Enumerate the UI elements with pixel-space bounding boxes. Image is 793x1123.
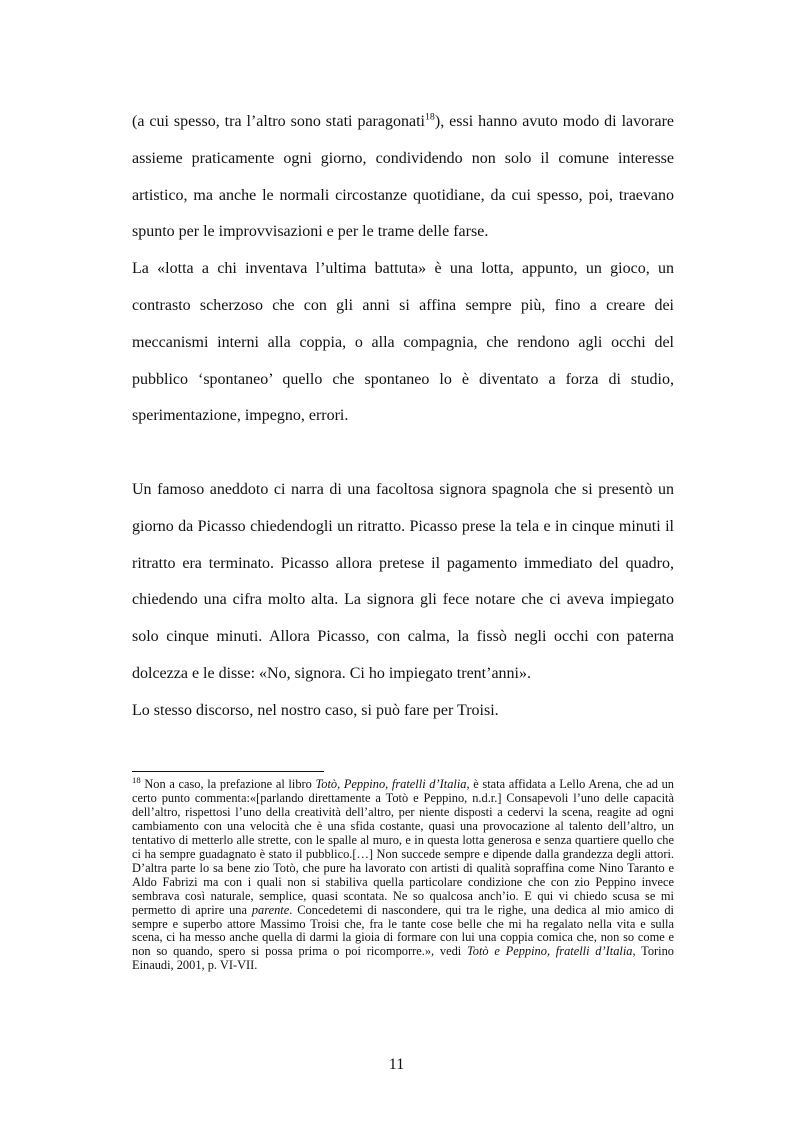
- paragraph-3: Un famoso aneddoto ci narra di una facoltosa signora spagnola che si presentò un giorno da Picasso chiedendogli un ritratto. Picasso prese la tela e in cinque minuti il ritratto era terminato. Picasso allora pretese il pagamento immediato del quadro, chiedendo una cifra molto alta. La signora gli fece notare che ci aveva impiegato solo cinque minuti. Allora Picasso, con calma, la fissò negli occhi con paterna dolcezza e le disse: «No, signora. Ci ho impiegato trent’anni».: [132, 481, 674, 682]
- book-title: Totò, Peppino, fratelli d’Italia: [315, 777, 467, 791]
- body-text-lower: [132, 472, 674, 730]
- footnote-18: $^{18}$ Non a caso, la prefazione al libro Totò, Peppino, fratelli d’Italia, è stata affidata a Lello Arena, che ad un certo punto commenta:«[parlando direttamente a Totò e Peppino, n.d.r.] Consapevoli l’uno delle capacità dell’altro, rispettosi l’uno della creatività dell’altro, per niente disposti a cedervi la scena, reagite ad ogni cambiamento con una velocità che è una sfida costante, quasi una provocazione al talento dell’altro, un tentativo di metterlo alle strette, con le spalle al muro, e in questa lotta generosa e senza quartiere quello che ci ha sempre guadagnato è stato il pubblico.[…] Non succede sempre e dipende dalla grandezza degli attori. D’altra parte lo sa bene zio Totò, che pure ha lavorato con artisti di qualità sopraffina come Nino Taranto e Aldo Fabrizi ma con i quali non si stabiliva quella particolare condizione che con zio Peppino invece sembrava così naturale, semplice, quasi scontata. Ne so qualcosa anch’io. E qui vi chiedo scusa se mi permetto di aprire una parente. Concedetemi di nascondere, qui tra le righe, una dedica al mio amico di sempre e superbo attore Massimo Troisi che, fra le tante cose belle che mi ha regalato nella vita e sulla scena, ci ha messo anche quella di darmi la gioia di formare con lui una coppia comica che, non so come e non so quando, spero si possa prima o poi ricomporre.», vedi Totò e Peppino, fratelli d’Italia, Torino Einaudi, 2001, p. VI-VII.: [132, 774, 674, 973]
- footnote-number: 18: [132, 774, 141, 785]
- footnote-separator: [132, 771, 324, 772]
- paragraph-2: La «lotta a chi inventava l’ultima battuta» è una lotta, appunto, un gioco, un contrasto scherzoso che con gli anni si affina sempre più, fino a creare dei meccanismi interni alla coppia, o alla compagnia, che rendono agli occhi del pubblico ‘spontaneo’ quello che spontaneo lo è diventato a forza di studio, sperimentazione, impegno, errori.: [132, 260, 674, 425]
- paragraph-4: Lo stesso discorso, nel nostro caso, si può fare per Troisi.: [132, 701, 499, 719]
- book-title: Totò e Peppino, fratelli d’Italia: [467, 944, 633, 959]
- paragraph-1: (a cui spesso, tra l’altro sono stati paragonati$^{18}$), essi hanno avuto modo di lavorare assieme praticamente ogni giorno, condividendo non solo il comune interesse artistico, ma anche le normali circostanze quotidiane, da cui spesso, poi, traevano spunto per le improvvisazioni e per le trame delle farse.: [132, 111, 674, 241]
- footnote-reference[interactable]: 18: [424, 111, 435, 123]
- body-text-upper: [132, 104, 674, 435]
- page-number: 11: [388, 1056, 405, 1073]
- italic-word: parente: [251, 902, 290, 917]
